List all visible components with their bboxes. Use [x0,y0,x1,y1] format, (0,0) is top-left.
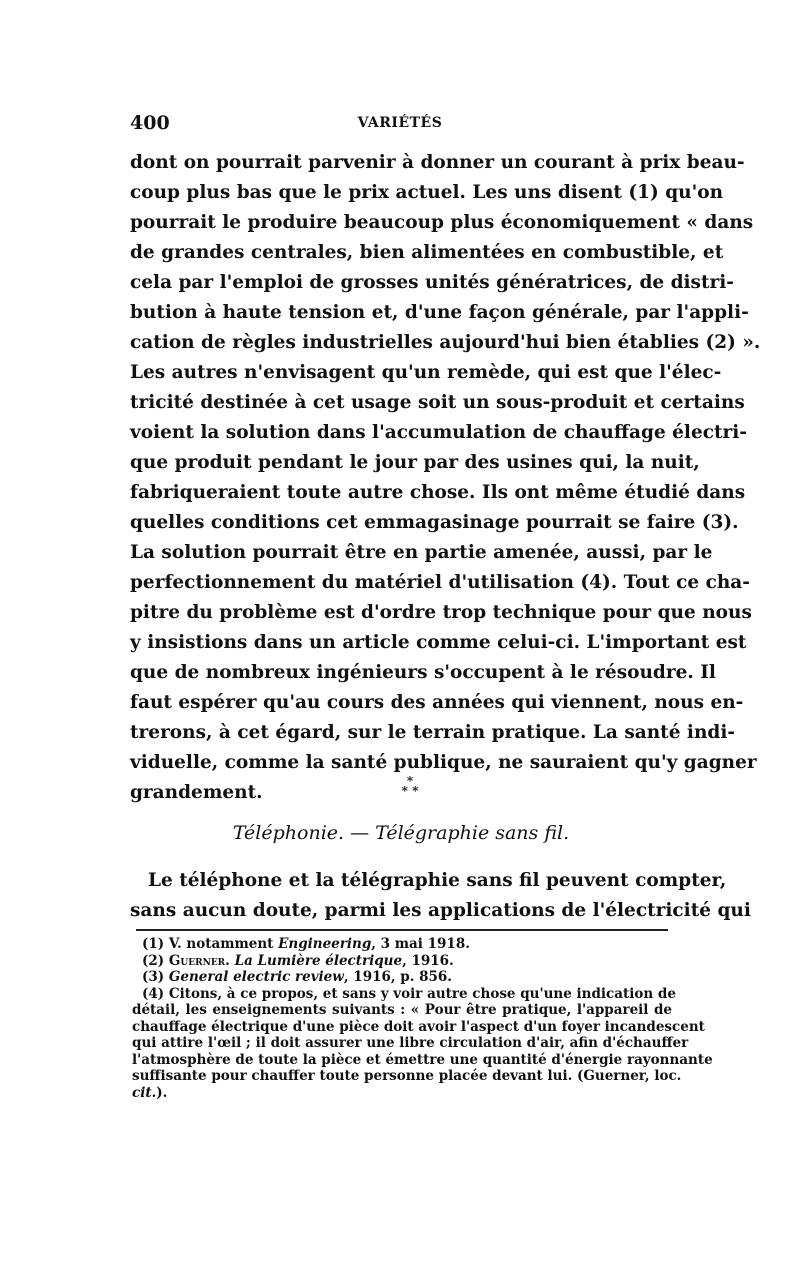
text-line: tricité destinée à cet usage soit un sous-produit et certains [130,392,745,413]
footnote-source: Engineering [278,936,372,952]
text-line: fabriqueraient toute autre chose. Ils ont même étudié dans [130,482,746,503]
footnote-4-line: détail, les enseignements suivants : « Pour être pratique, l'appareil de [132,1002,672,1018]
footnote-4-line [132,1085,672,1102]
text-line: cela par l'emploi de grosses unités génératrices, de distri- [130,272,734,293]
footnote-text: Citons, à ce propos, et sans y voir autre chose qu'une indication de [168,985,676,1002]
text-line: quelles conditions cet emmagasinage pourrait se faire (3). [130,512,739,533]
footnote-mark: (1) [142,936,165,952]
footnote-4-line: qui attire l'œil ; il doit assurer une libre circulation d'air, afin d'échauffer [132,1035,689,1051]
footnote-4-line [132,985,676,1003]
text-line: que de nombreux ingénieurs s'occupent à le résoudre. Il [130,662,716,683]
paragraph-1 [130,148,761,808]
footnote-rule [136,929,668,931]
text-line: de grandes centrales, bien alimentées en combustible, et [130,242,724,263]
text-line: cation de règles industrielles aujourd'hui bien établies (2) ». [130,332,761,353]
footnote-author: Guerner [168,952,226,969]
footnote-mark: (3) [142,969,165,985]
text-line: viduelle, comme la santé publique, ne sauraient qu'y gagner [130,752,757,773]
separator-star-top: * [406,774,414,788]
footnote-mark: (2) [142,952,165,969]
text-line: perfectionnement du matériel d'utilisation (4). Tout ce cha- [130,572,750,593]
footnote-text: ). [156,1084,168,1101]
text-line: coup plus bas que le prix actuel. Les uns disent (1) qu'on [130,182,724,203]
text-line: Le téléphone et la télégraphie sans fil peuvent compter, [148,870,727,891]
text-line: que produit pendant le jour par des usines qui, la nuit, [130,452,700,473]
text-line: pitre du problème est d'ordre trop technique pour que nous [130,602,752,623]
section-title: Téléphonie. — Télégraphie sans fil. [232,822,570,844]
footnote-mark: (4) [142,985,165,1002]
footnote-source: La Lumière électrique [234,952,403,969]
footnotes [132,936,713,1101]
text-line: Les autres n'envisagent qu'un remède, qui est que l'élec- [130,362,722,383]
footnote-text: , 1916, p. 856. [343,969,452,985]
text-line: voient la solution dans l'accumulation de chauffage électri- [130,422,747,443]
footnote-text: , 3 mai 1918. [371,936,470,952]
footnote-4-line: l'atmosphère de toute la pièce et émettre une quantité d'énergie rayonnante [132,1051,713,1068]
page-header [130,112,672,138]
footnote-abbrev: cit. [132,1084,157,1101]
footnote-4-line: chauffage électrique d'une pièce doit avoir l'aspect d'un foyer incandescent [132,1018,705,1035]
text-line: trerons, à cet égard, sur le terrain pratique. La santé indi- [130,722,736,743]
page-number: 400 [130,112,170,134]
paragraph-2 [130,866,751,926]
text-line: pourrait le produire beaucoup plus économiquement « dans [130,212,754,233]
footnote-text: , 1916. [402,952,454,969]
text-line: faut espérer qu'au cours des années qui viennent, nous en- [130,692,744,713]
footnote-3 [132,969,672,986]
footnote-1 [132,936,672,953]
separator-stars-bottom: * * [401,784,419,798]
text-line: bution à haute tension et, d'une façon générale, par l'appli- [130,302,749,323]
footnote-source: General electric review [168,969,344,985]
footnote-4-line: suffisante pour chauffer toute personne placée devant lui. (Guerner, loc. [132,1068,682,1084]
text-line: sans aucun doute, parmi les applications de l'électricité qui [130,900,751,921]
text-line: La solution pourrait être en partie amenée, aussi, par le [130,542,713,563]
section-separator [390,776,430,796]
footnote-text: V. notamment [168,936,279,952]
text-line: grandement. [130,782,263,803]
text-line: dont on pourrait parvenir à donner un courant à prix beau- [130,152,745,173]
footnote-2: (2) Guerner. La Lumière électrique, 1916. [142,952,454,969]
running-head: VARIÉTÉS [357,115,443,131]
text-line: y insistions dans un article comme celui-ci. L'important est [130,632,747,653]
